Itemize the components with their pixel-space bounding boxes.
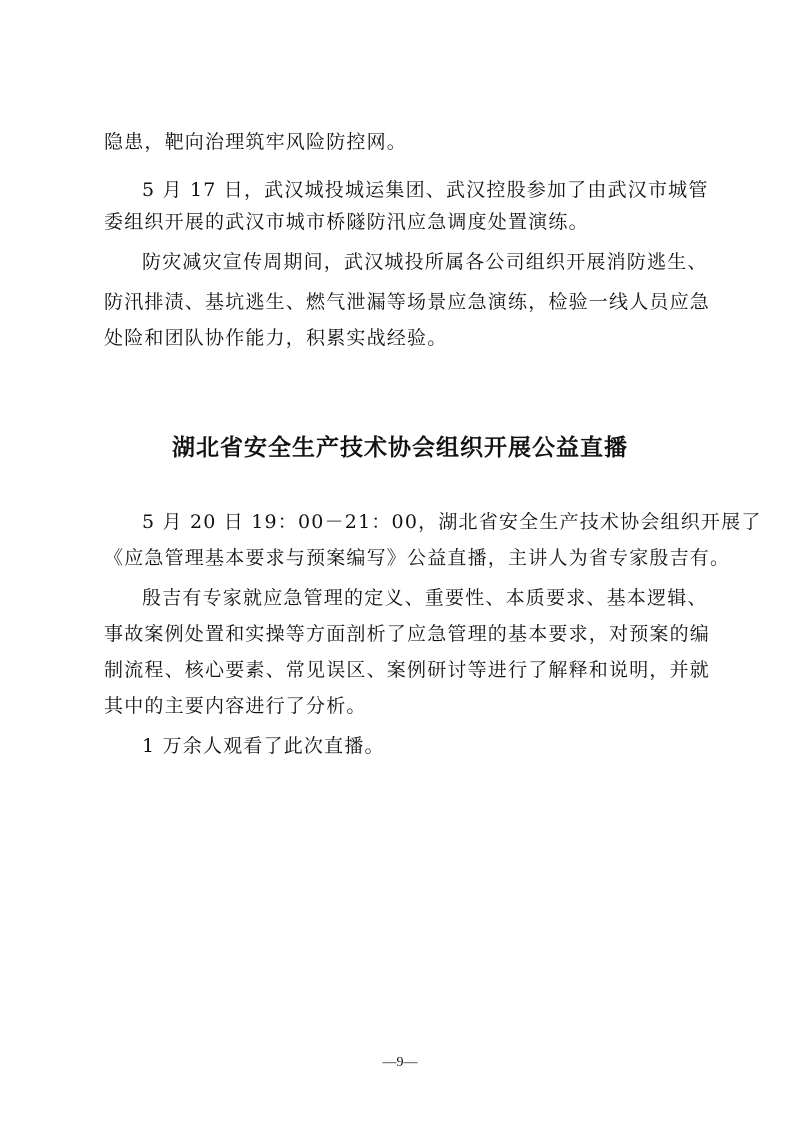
paragraph-line: 处险和团队协作能力，积累实战经验。 xyxy=(104,327,448,349)
paragraph-line: 事故案例处置和实操等方面剖析了应急管理的基本要求，对预案的编 xyxy=(104,623,711,645)
paragraph-line: 1 万余人观看了此次直播。 xyxy=(142,735,385,757)
paragraph-line: 防灾减灾宣传周期间，武汉城投所属各公司组织开展消防逃生、 xyxy=(142,251,708,273)
paragraph-line: 5 月 17 日，武汉城投城运集团、武汉控股参加了由武汉市城管 xyxy=(142,179,709,201)
section-heading: 湖北省安全生产技术协会组织开展公益直播 xyxy=(172,435,628,461)
paragraph-line: 委组织开展的武汉市城市桥隧防汛应急调度处置演练。 xyxy=(104,211,589,233)
paragraph-line: 《应急管理基本要求与预案编写》公益直播，主讲人为省专家殷吉有。 xyxy=(104,547,731,569)
paragraph-line: 5 月 20 日 19：00－21：00，湖北省安全生产技术协会组织开展了 xyxy=(142,511,762,533)
paragraph-line: 隐患，靶向治理筑牢风险防控网。 xyxy=(104,131,408,153)
paragraph-line: 制流程、核心要素、常见误区、案例研讨等进行了解释和说明，并就 xyxy=(104,659,711,681)
page-number: —9— xyxy=(382,1055,418,1070)
paragraph-line: 防汛排渍、基坑逃生、燃气泄漏等场景应急演练，检验一线人员应急 xyxy=(104,291,711,313)
paragraph-line: 殷吉有专家就应急管理的定义、重要性、本质要求、基本逻辑、 xyxy=(142,587,708,609)
paragraph-line: 其中的主要内容进行了分析。 xyxy=(104,695,367,717)
